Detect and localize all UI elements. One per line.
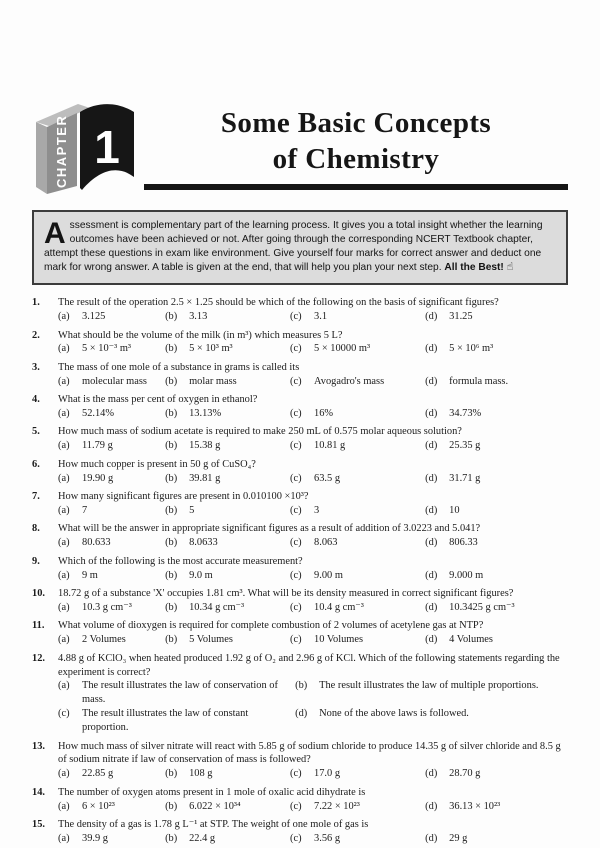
option-label: (d): [425, 343, 438, 355]
question-item: [32, 740, 568, 782]
option-label: (a): [58, 375, 70, 387]
option-text: 36.13 × 10²³: [449, 800, 501, 812]
pointing-hand-icon: ☝: [506, 260, 514, 274]
question-number: 3.: [32, 361, 40, 373]
question-item: [32, 522, 568, 550]
option-text: 7: [82, 504, 88, 516]
option-label: (a): [58, 472, 70, 484]
option-label: (d): [425, 408, 438, 420]
question-number: 11.: [32, 620, 45, 632]
option-label: (a): [58, 833, 70, 844]
question-body: [58, 490, 568, 518]
chapter-header: [32, 99, 568, 197]
option-label: (d): [425, 472, 438, 484]
option-a: [58, 832, 165, 846]
intro-bold-text: All the Best!: [444, 262, 504, 274]
option-c: [290, 569, 425, 583]
option-d: [425, 310, 568, 324]
title-column: [138, 99, 568, 190]
option-text: 39.9 g: [82, 833, 108, 844]
option-label: (c): [58, 708, 70, 720]
option-label: (d): [425, 537, 438, 549]
option-text: 2 Volumes: [82, 634, 126, 646]
option-label: (c): [290, 601, 302, 613]
option-d: [425, 569, 568, 583]
option-label: (b): [295, 680, 308, 692]
option-text: 31.71 g: [449, 472, 481, 484]
option-text: 39.81 g: [189, 472, 221, 484]
option-d: [295, 707, 568, 735]
option-text: 5 × 10⁶ m³: [449, 343, 494, 355]
option-text: 10.4 g cm⁻³: [314, 601, 364, 613]
option-c: [290, 504, 425, 518]
question-options: [58, 832, 568, 846]
option-c: [290, 633, 425, 647]
option-b: [165, 439, 290, 453]
question-options: [58, 601, 568, 615]
option-text: 10.81 g: [314, 440, 346, 452]
page-title: [144, 105, 568, 177]
intro-text: ssessment is complementary part of the learning process. It gives you a total insight whether the learning outcomes have been achieved or not. After going through the corresponding NCERT Textbook chapter, attempt these questions in exam like environment. Give yourself four marks for correct answer and deduct one mark for wrong answer. A table is given at the end, that will help you plan your next step.: [44, 220, 543, 274]
option-text: 22.85 g: [82, 768, 114, 780]
option-label: (b): [165, 768, 178, 780]
option-a: [58, 439, 165, 453]
option-d: [425, 472, 568, 486]
option-text: 3.56 g: [314, 833, 341, 844]
option-c: [290, 832, 425, 846]
question-text: The result of the operation 2.5 × 1.25 should be which of the following on the basis of significant figures?: [58, 297, 499, 309]
option-c: [290, 800, 425, 814]
question-body: [58, 458, 568, 486]
option-text: 5 Volumes: [189, 634, 233, 646]
option-label: (c): [290, 833, 302, 844]
option-a: [58, 569, 165, 583]
question-text: The density of a gas is 1.78 g L⁻¹ at STP. The weight of one mole of gas is: [58, 819, 369, 831]
option-b: [165, 569, 290, 583]
option-label: (d): [425, 833, 438, 844]
question-list: [32, 296, 568, 846]
question-body: [58, 522, 568, 550]
question-options: [58, 407, 568, 421]
question-text: The mass of one mole of a substance in grams is called its: [58, 361, 300, 373]
question-number: 9.: [32, 555, 40, 567]
option-label: (c): [290, 440, 302, 452]
option-text: 7.22 × 10²³: [314, 800, 360, 812]
option-text: 3.13: [189, 311, 208, 323]
option-d: [425, 407, 568, 421]
chapter-number: 1: [94, 121, 120, 173]
assessment-intro-box: [32, 210, 568, 285]
chapter-book-icon: [32, 99, 138, 197]
option-text: 9.000 m: [449, 569, 484, 581]
question-number: 6.: [32, 458, 40, 470]
option-label: (c): [290, 569, 302, 581]
question-text: What will be the answer in appropriate significant figures as a result of addition of 3.0223 and 5.041?: [58, 523, 481, 535]
option-label: (d): [425, 569, 438, 581]
option-text: 9.0 m: [189, 569, 213, 581]
question-options: [58, 569, 568, 583]
question-options: [58, 310, 568, 324]
option-d: [425, 375, 568, 389]
question-item: [32, 361, 568, 389]
option-a: [58, 375, 165, 389]
option-label: (a): [58, 311, 70, 323]
option-text: 29 g: [449, 833, 468, 844]
option-label: (d): [425, 634, 438, 646]
option-b: [165, 767, 290, 781]
question-item: [32, 490, 568, 518]
option-text: 3: [314, 504, 320, 516]
option-d: [425, 536, 568, 550]
option-text: The result illustrates the law of conservation of mass.: [82, 680, 278, 706]
question-item: [32, 587, 568, 615]
option-label: (a): [58, 408, 70, 420]
option-label: (b): [165, 634, 178, 646]
question-options: [58, 472, 568, 486]
question-item: [32, 555, 568, 583]
option-c: [290, 310, 425, 324]
option-label: (b): [165, 569, 178, 581]
question-options: [58, 633, 568, 647]
option-a: [58, 679, 295, 707]
option-label: (c): [290, 768, 302, 780]
option-b: [165, 310, 290, 324]
option-text: 5 × 10³ m³: [189, 343, 233, 355]
question-options: [58, 767, 568, 781]
option-label: (d): [425, 800, 438, 812]
option-a: [58, 407, 165, 421]
option-label: (b): [165, 601, 178, 613]
option-text: molecular mass: [82, 375, 147, 387]
option-text: 6.022 × 10³⁴: [189, 800, 241, 812]
option-d: [425, 342, 568, 356]
option-a: [58, 633, 165, 647]
option-c: [290, 407, 425, 421]
option-b: [165, 375, 290, 389]
chapter-label: CHAPTER: [54, 114, 69, 188]
option-d: [425, 633, 568, 647]
question-options: [58, 504, 568, 518]
book-icon-graphic: [32, 99, 138, 197]
question-options: [58, 800, 568, 814]
question-options: [58, 375, 568, 389]
option-text: formula mass.: [449, 375, 509, 387]
option-text: 22.4 g: [189, 833, 216, 844]
question-body: [58, 361, 568, 389]
option-a: [58, 601, 165, 615]
option-label: (d): [425, 375, 438, 387]
question-options: [58, 342, 568, 356]
option-text: 80.633: [82, 537, 111, 549]
question-text: What volume of dioxygen is required for complete combustion of 2 volumes of acetylene gas at NTP?: [58, 620, 484, 632]
question-body: [58, 329, 568, 357]
option-text: None of the above laws is followed.: [319, 708, 469, 720]
option-a: [58, 536, 165, 550]
option-text: Avogadro's mass: [314, 375, 385, 387]
question-text: 4.88 g of KClO₃ when heated produced 1.92 g of O₂ and 2.96 g of KCl. Which of the following statements regarding the experiment is correct?: [58, 652, 560, 678]
title-underline: [144, 184, 568, 190]
question-item: [32, 786, 568, 814]
option-label: (a): [58, 634, 70, 646]
question-number: 13.: [32, 740, 45, 752]
option-text: 108 g: [189, 768, 213, 780]
question-item: [32, 393, 568, 421]
option-text: 10: [449, 504, 460, 516]
option-text: 8.0633: [189, 537, 218, 549]
question-item: [32, 818, 568, 846]
question-number: 1.: [32, 297, 40, 309]
question-item: [32, 296, 568, 324]
option-label: (a): [58, 680, 70, 692]
option-d: [425, 767, 568, 781]
question-text: The number of oxygen atoms present in 1 mole of oxalic acid dihydrate is: [58, 786, 366, 798]
question-text: How much mass of silver nitrate will react with 5.85 g of sodium chloride to produce 14.35 g of silver chloride and 8.5 g of sodium nitrate if law of conservation of mass is followed?: [58, 740, 561, 766]
question-body: [58, 818, 568, 846]
question-body: [58, 619, 568, 647]
option-b: [165, 407, 290, 421]
option-d: [425, 439, 568, 453]
option-c: [290, 375, 425, 389]
option-a: [58, 342, 165, 356]
question-body: [58, 786, 568, 814]
option-text: 806.33: [449, 537, 478, 549]
question-item: [32, 652, 568, 735]
option-label: (c): [290, 311, 302, 323]
question-item: [32, 619, 568, 647]
option-label: (c): [290, 375, 302, 387]
option-a: [58, 800, 165, 814]
option-c: [290, 767, 425, 781]
option-text: 10.3425 g cm⁻³: [449, 601, 515, 613]
option-a: [58, 310, 165, 324]
question-body: [58, 393, 568, 421]
option-b: [165, 504, 290, 518]
question-options: [58, 536, 568, 550]
option-label: (c): [290, 472, 302, 484]
option-c: [290, 601, 425, 615]
option-b: [165, 472, 290, 486]
question-item: [32, 458, 568, 486]
option-text: 10.3 g cm⁻³: [82, 601, 132, 613]
option-label: (a): [58, 440, 70, 452]
question-item: [32, 329, 568, 357]
option-label: (c): [290, 408, 302, 420]
option-text: 4 Volumes: [449, 634, 493, 646]
option-label: (b): [165, 472, 178, 484]
question-body: [58, 740, 568, 782]
option-text: 10 Volumes: [314, 634, 364, 646]
option-d: [425, 504, 568, 518]
option-label: (b): [165, 537, 178, 549]
option-label: (b): [165, 343, 178, 355]
option-text: 5: [189, 504, 195, 516]
option-c: [290, 536, 425, 550]
option-label: (a): [58, 537, 70, 549]
option-label: (a): [58, 768, 70, 780]
option-label: (c): [290, 800, 302, 812]
option-text: 17.0 g: [314, 768, 341, 780]
option-label: (c): [290, 343, 302, 355]
question-text: How many significant figures are present in 0.010100 ×10³?: [58, 491, 309, 503]
option-c: [290, 342, 425, 356]
option-label: (d): [295, 708, 308, 720]
option-text: 11.79 g: [82, 440, 113, 452]
option-a: [58, 767, 165, 781]
option-text: 3.125: [82, 311, 106, 323]
question-body: [58, 425, 568, 453]
question-number: 4.: [32, 394, 40, 406]
option-d: [425, 601, 568, 615]
intro-dropcap: A: [44, 217, 66, 250]
question-options: [58, 439, 568, 453]
option-label: (a): [58, 504, 70, 516]
option-label: (a): [58, 343, 70, 355]
option-text: 25.35 g: [449, 440, 481, 452]
question-text: How much copper is present in 50 g of CuSO₄?: [58, 458, 256, 470]
option-b: [165, 536, 290, 550]
option-b: [165, 601, 290, 615]
option-text: 6 × 10²³: [82, 800, 115, 812]
option-label: (d): [425, 440, 438, 452]
question-number: 5.: [32, 426, 40, 438]
question-number: 8.: [32, 523, 40, 535]
option-b: [165, 342, 290, 356]
option-c: [290, 472, 425, 486]
option-b: [165, 832, 290, 846]
option-label: (b): [165, 375, 178, 387]
question-text: Which of the following is the most accurate measurement?: [58, 555, 303, 567]
option-text: 9 m: [82, 569, 98, 581]
option-b: [295, 679, 568, 707]
question-number: 7.: [32, 491, 40, 503]
option-text: 8.063: [314, 537, 338, 549]
option-label: (d): [425, 768, 438, 780]
question-text: 18.72 g of a substance 'X' occupies 1.81 cm³. What will be its density measured in correct significant figures?: [58, 588, 514, 599]
option-label: (c): [290, 537, 302, 549]
option-text: molar mass: [189, 375, 237, 387]
option-text: 16%: [314, 408, 334, 420]
option-text: 34.73%: [449, 408, 482, 420]
option-label: (c): [290, 634, 302, 646]
option-a: [58, 472, 165, 486]
title-line2: of Chemistry: [272, 143, 440, 175]
option-label: (b): [165, 408, 178, 420]
option-text: 15.38 g: [189, 440, 221, 452]
option-text: 9.00 m: [314, 569, 343, 581]
option-label: (a): [58, 601, 70, 613]
option-text: 13.13%: [189, 408, 222, 420]
option-label: (b): [165, 833, 178, 844]
option-label: (a): [58, 800, 70, 812]
option-label: (b): [165, 800, 178, 812]
book-pages-left: [36, 122, 47, 194]
question-text: How much mass of sodium acetate is required to make 250 mL of 0.575 molar aqueous solution?: [58, 426, 462, 438]
question-number: 15.: [32, 819, 45, 831]
option-c: [58, 707, 295, 735]
option-b: [165, 800, 290, 814]
question-text: What is the mass per cent of oxygen in ethanol?: [58, 394, 258, 406]
option-b: [165, 633, 290, 647]
option-label: (c): [290, 504, 302, 516]
option-text: 19.90 g: [82, 472, 114, 484]
question-options: [58, 679, 568, 735]
question-number: 2.: [32, 329, 40, 341]
question-body: [58, 555, 568, 583]
option-text: 28.70 g: [449, 768, 481, 780]
title-line1: Some Basic Concepts: [220, 107, 492, 139]
question-body: [58, 652, 568, 735]
option-label: (b): [165, 311, 178, 323]
option-text: 31.25: [449, 311, 473, 323]
question-body: [58, 296, 568, 324]
option-text: 5 × 10000 m³: [314, 343, 371, 355]
option-d: [425, 832, 568, 846]
option-a: [58, 504, 165, 518]
option-text: 63.5 g: [314, 472, 341, 484]
option-text: 3.1: [314, 311, 328, 323]
option-label: (a): [58, 569, 70, 581]
option-d: [425, 800, 568, 814]
option-text: 10.34 g cm⁻³: [189, 601, 245, 613]
question-number: 12.: [32, 652, 45, 664]
option-label: (d): [425, 311, 438, 323]
option-c: [290, 439, 425, 453]
option-text: 5 × 10⁻³ m³: [82, 343, 132, 355]
option-label: (d): [425, 504, 438, 516]
option-label: (d): [425, 601, 438, 613]
question-item: [32, 425, 568, 453]
option-text: 52.14%: [82, 408, 115, 420]
question-number: 10.: [32, 588, 45, 599]
option-text: The result illustrates the law of constant proportion.: [82, 708, 249, 734]
option-label: (b): [165, 504, 178, 516]
question-body: [58, 587, 568, 615]
question-text: What should be the volume of the milk (in m³) which measures 5 L?: [58, 329, 343, 341]
question-number: 14.: [32, 786, 45, 798]
option-label: (b): [165, 440, 178, 452]
option-text: The result illustrates the law of multiple proportions.: [319, 680, 539, 692]
